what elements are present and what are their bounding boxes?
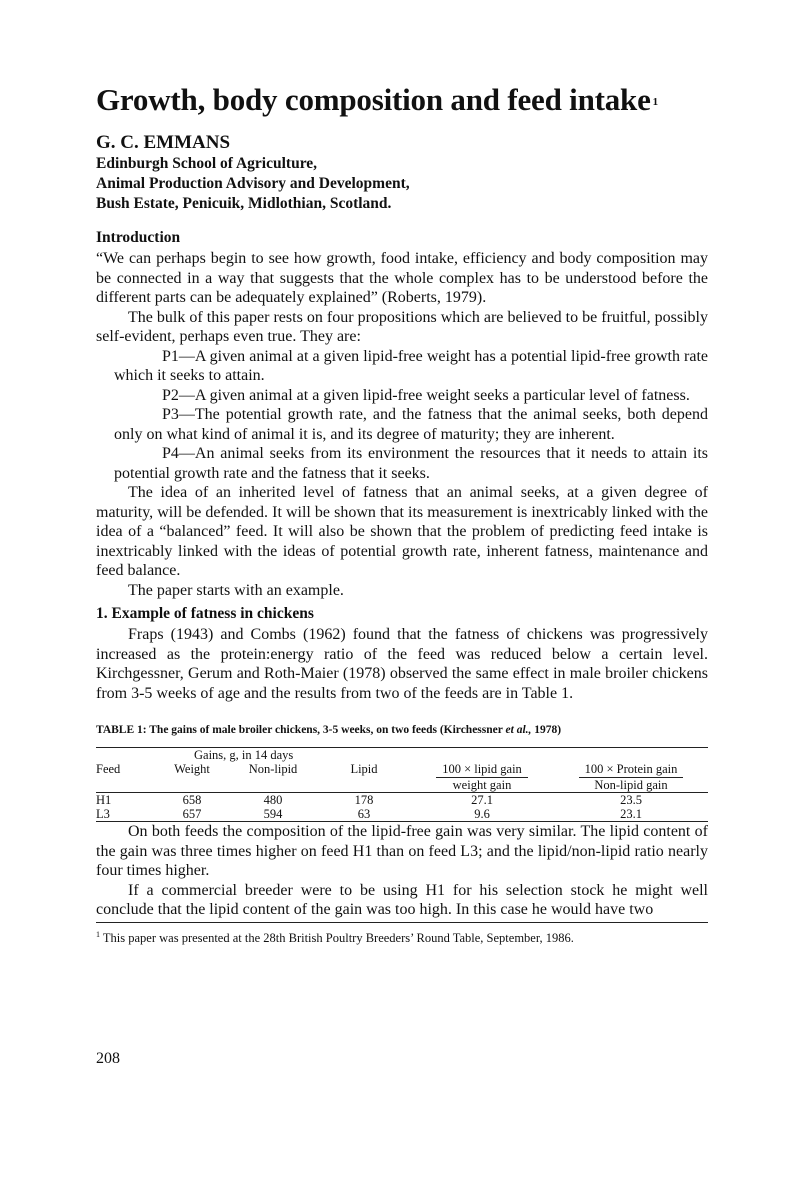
paragraph-bulk: The bulk of this paper rests on four propositions which are believed to be fruitful, possibly self-evident, perhaps even true. They are: <box>96 308 708 345</box>
table-row <box>96 793 708 808</box>
paragraph-fraps: Fraps (1943) and Combs (1962) found that the fatness of chickens was progressively increased as the protein:energy ratio of the feed was reduced below a certain level. Kirchgessner, Gerum and Roth-Maier (1978) observed the same effect in male broiler chickens from 3-5 weeks of age and the results from two of the feeds are in Table 1. <box>96 626 708 702</box>
col-header-ratio1-numerator: 100 × lipid gain <box>410 762 554 778</box>
cell-lipid: 63 <box>357 807 371 821</box>
col-header-ratio2-numerator: 100 × Protein gain <box>554 762 708 778</box>
table-row <box>96 807 708 822</box>
cell-ratio2: 23.5 <box>620 793 642 807</box>
paragraph-starts: The paper starts with an example. <box>128 581 344 599</box>
table-caption: TABLE 1: The gains of male broiler chickens, 3-5 weeks, on two feeds (Kirchessner et al., 1978) <box>96 724 562 736</box>
footnote-divider <box>96 922 708 923</box>
paragraph-idea: The idea of an inherited level of fatness that an animal seeks, at a given degree of maturity, will be defended. It will be shown that its measurement is inextricably linked with the idea of a “balanced” feed. It will also be shown that the problem of predicting feed intake is inextricably linked with the ideas of potential growth rate, inherent fatness, maintenance and feed balance. <box>96 484 708 579</box>
footnote-mark: 1 <box>96 929 100 939</box>
col-header-ratio2-denominator: Non-lipid gain <box>554 778 708 793</box>
affiliation-line: Bush Estate, Penicuik, Midlothian, Scotland. <box>96 195 392 212</box>
intro-quote: “We can perhaps begin to see how growth, food intake, efficiency and body composition may be connected in a way that suggests that the whole complex has to be understood before the different parts can be adequately explained” (Roberts, 1979). <box>96 250 708 306</box>
cell-ratio2: 23.1 <box>620 807 642 821</box>
col-header-nonlipid: Non-lipid <box>248 762 298 776</box>
cell-ratio1: 9.6 <box>474 807 490 821</box>
cell-feed: H1 <box>96 793 112 807</box>
proposition-p4: P4—An animal seeks from its environment the resources that it needs to attain its potential growth rate and the fatness that it seeks. <box>114 445 708 482</box>
page <box>96 80 708 946</box>
cell-weight: 658 <box>182 793 202 807</box>
cell-lipid: 178 <box>354 793 374 807</box>
col-header-lipid: Lipid <box>350 762 378 776</box>
paper-title: Growth, body composition and feed intake $^1$ <box>96 82 658 117</box>
col-header-feed: Feed <box>96 762 121 776</box>
cell-ratio1: 27.1 <box>471 793 493 807</box>
proposition-p3: P3—The potential growth rate, and the fatness that the animal seeks, both depend only on what kind of animal it is, and its degree of maturity; they are inherent. <box>114 406 708 443</box>
paragraph-commercial-breeder: If a commercial breeder were to be using H1 for his selection stock he might well conclude that the lipid content of the gain was too high. In this case he would have two <box>96 881 708 918</box>
proposition-p1: P1—A given animal at a given lipid-free weight has a potential lipid-free growth rate which it seeks to attain. <box>114 347 708 384</box>
gains-group-header: Gains, g, in 14 days <box>194 748 294 762</box>
page-number: 208 <box>96 1050 120 1067</box>
table-header-row <box>96 748 708 763</box>
proposition-p2: P2—A given animal at a given lipid-free weight seeks a particular level of fatness. <box>162 386 690 404</box>
paragraph-both-feeds: On both feeds the composition of the lipid-free gain was very similar. The lipid content of the gain was three times higher on feed H1 than on feed L3; and the lipid/non-lipid ratio nearly four times higher. <box>96 823 708 879</box>
affiliation-line: Edinburgh School of Agriculture, <box>96 155 318 172</box>
table-header-row <box>96 762 708 778</box>
section-heading-introduction: Introduction <box>96 229 181 246</box>
title-footnote-mark: 1 <box>652 96 658 108</box>
section-heading-example: 1. Example of fatness in chickens <box>96 605 314 622</box>
cell-nonlipid: 594 <box>263 807 283 821</box>
data-table <box>96 747 708 822</box>
cell-feed: L3 <box>96 807 110 821</box>
affiliation-line: Animal Production Advisory and Development, <box>96 175 410 192</box>
table-header-row <box>96 778 708 793</box>
col-header-weight: Weight <box>174 762 210 776</box>
col-header-ratio1-denominator: weight gain <box>410 778 554 793</box>
cell-nonlipid: 480 <box>263 793 283 807</box>
cell-weight: 657 <box>182 807 202 821</box>
author-name: G. C. EMMANS <box>96 132 231 153</box>
footnote: $^1$ This paper was presented at the 28th British Poultry Breeders’ Round Table, September, 1986. <box>96 929 574 945</box>
